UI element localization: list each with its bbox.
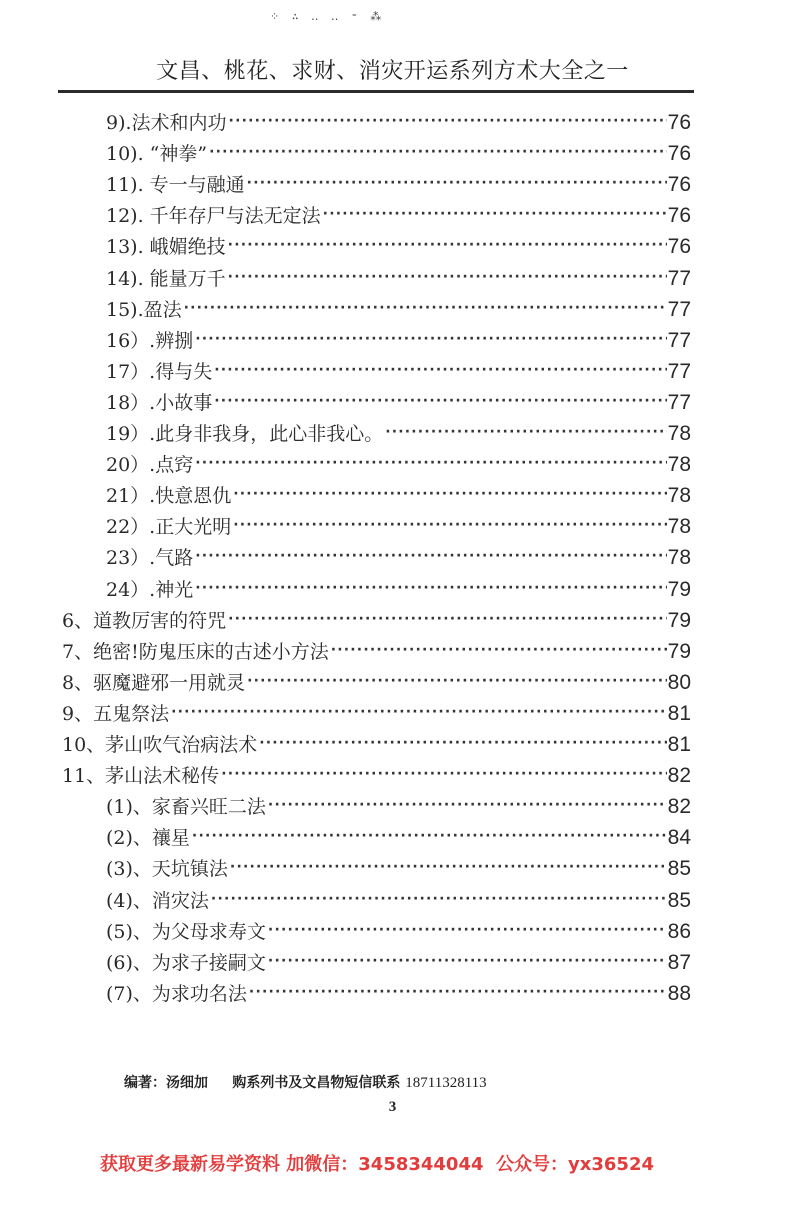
toc-entry[interactable] xyxy=(106,201,691,229)
dot-leader xyxy=(209,141,667,167)
toc-entry-page-number: 80 xyxy=(667,670,691,694)
dot-leader xyxy=(171,701,667,727)
toc-entry-page-number: 76 xyxy=(667,204,691,228)
toc-entry-page-number: 88 xyxy=(667,981,691,1005)
toc-entry[interactable] xyxy=(106,170,691,198)
toc-entry[interactable] xyxy=(106,295,691,323)
toc-entry[interactable] xyxy=(106,388,691,416)
toc-entry-title: 19）.此身非我身，此心非我心。 xyxy=(106,423,384,445)
toc-entry[interactable] xyxy=(106,450,691,478)
toc-entry-page-number: 87 xyxy=(667,950,691,974)
dot-leader xyxy=(195,452,666,478)
dot-leader xyxy=(247,172,667,198)
toc-entry-title: 15).盈法 xyxy=(106,298,182,321)
toc-entry-title: 6、道教厉害的符咒 xyxy=(62,609,227,632)
toc-entry-title: 12). 千年存尸与法无定法 xyxy=(106,205,321,228)
dot-leader xyxy=(184,297,667,323)
toc-entry-title: 9).法术和内功 xyxy=(106,112,227,134)
toc-entry-page-number: 76 xyxy=(667,142,691,166)
toc-entry[interactable] xyxy=(62,637,691,665)
dot-leader xyxy=(228,608,667,634)
footer-credit xyxy=(124,1072,487,1092)
dot-leader xyxy=(268,950,667,976)
toc-entry[interactable] xyxy=(62,699,691,727)
page-number: 3 xyxy=(388,1099,397,1115)
toc-entry[interactable] xyxy=(106,854,691,882)
toc-entry-page-number: 84 xyxy=(667,826,691,850)
toc-entry-page-number: 78 xyxy=(667,484,691,508)
toc-entry[interactable] xyxy=(106,512,691,540)
toc-entry-page-number: 77 xyxy=(667,390,691,414)
toc-entry-title: 16）.辨捌 xyxy=(106,329,194,352)
toc-entry-page-number: 77 xyxy=(667,328,691,352)
toc-entry-page-number: 77 xyxy=(667,359,691,383)
dot-leader xyxy=(268,919,667,945)
dot-leader xyxy=(259,732,666,758)
toc-entry-title: 17）.得与失 xyxy=(106,360,213,383)
promo-watermark: 获取更多最新易学资料 加微信：3458344044 公众号：yx36524 xyxy=(100,1154,655,1175)
dot-leader xyxy=(228,266,667,292)
toc-entry-page-number: 85 xyxy=(667,888,691,912)
toc-entry-title: (7)、为求功名法 xyxy=(106,982,247,1005)
toc-entry[interactable] xyxy=(62,668,691,696)
toc-entry-page-number: 79 xyxy=(667,577,691,601)
dot-leader xyxy=(233,483,666,509)
toc-entry[interactable] xyxy=(106,792,691,820)
toc-entry[interactable] xyxy=(62,606,691,634)
toc-entry-page-number: 78 xyxy=(667,453,691,477)
toc-entry-title: 11). 专一与融通 xyxy=(106,174,245,197)
toc-entry-page-number: 76 xyxy=(667,173,691,197)
toc-entry[interactable] xyxy=(106,108,691,136)
toc-entry-page-number: 77 xyxy=(667,266,691,290)
toc-entry-page-number: 82 xyxy=(667,764,691,788)
toc-entry[interactable] xyxy=(106,886,691,914)
toc-entry[interactable] xyxy=(62,730,691,758)
toc-entry-page-number: 79 xyxy=(667,639,691,663)
dot-leader xyxy=(323,203,667,229)
dot-leader xyxy=(195,328,666,354)
toc-entry-title: 22）.正大光明 xyxy=(106,516,232,539)
dot-leader xyxy=(228,234,667,260)
dot-leader xyxy=(214,390,666,416)
toc-entry-title: 10). “神拳” xyxy=(106,143,208,166)
toc-entry-page-number: 82 xyxy=(667,795,691,819)
toc-entry-title: 20）.点窍 xyxy=(106,454,194,477)
dot-leader xyxy=(233,514,666,540)
toc-entry[interactable] xyxy=(106,419,691,447)
toc-entry[interactable] xyxy=(106,264,691,292)
dot-leader xyxy=(192,825,667,851)
toc-entry-page-number: 85 xyxy=(667,857,691,881)
toc-entry[interactable] xyxy=(106,543,691,571)
toc-entry-page-number: 81 xyxy=(667,701,691,725)
toc-entry-page-number: 78 xyxy=(667,546,691,570)
header-rule-divider xyxy=(58,90,694,93)
toc-entry[interactable] xyxy=(106,232,691,260)
toc-entry-title: 10、茅山吹气治病法术 xyxy=(62,734,258,756)
toc-entry-page-number: 76 xyxy=(667,111,691,134)
dot-leader xyxy=(214,359,666,385)
toc-entry[interactable] xyxy=(106,326,691,354)
dot-leader xyxy=(247,670,667,696)
toc-entry-page-number: 77 xyxy=(667,297,691,321)
toc-entry-title: (2)、禳星 xyxy=(106,827,190,850)
toc-entry[interactable] xyxy=(106,575,691,603)
toc-entry-title: (1)、家畜兴旺二法 xyxy=(106,796,266,819)
toc-entry[interactable] xyxy=(106,917,691,945)
toc-entry[interactable] xyxy=(106,481,691,509)
running-header-title: 文昌、桃花、求财、消灾开运系列方术大全之一 xyxy=(156,59,629,84)
dot-leader xyxy=(195,577,666,603)
dot-leader xyxy=(211,888,667,914)
toc-entry-title: 23）.气路 xyxy=(106,547,194,570)
author-and-contact-text: 编著：汤细加 购系列书及文昌物短信联系 xyxy=(124,1075,406,1091)
toc-entry-title: 24）.神光 xyxy=(106,578,194,601)
toc-entry[interactable] xyxy=(62,761,691,789)
scan-artifact: ⁘ ∴ ‥ ‥ ⁼ ⁂ xyxy=(270,10,385,23)
toc-entry-page-number: 78 xyxy=(667,515,691,539)
toc-entry[interactable] xyxy=(106,823,691,851)
toc-entry-title: (5)、为父母求寿文 xyxy=(106,920,266,943)
dot-leader xyxy=(221,763,666,789)
toc-entry-title: (4)、消灾法 xyxy=(106,889,209,912)
toc-entry-title: 7、绝密!防鬼压床的古述小方法 xyxy=(62,640,329,663)
toc-entry-title: (3)、天坑镇法 xyxy=(106,858,228,881)
toc-entry-title: (6)、为求子接嗣文 xyxy=(106,951,266,974)
dot-leader xyxy=(249,981,667,1007)
dot-leader xyxy=(268,794,667,820)
toc-entry-page-number: 86 xyxy=(667,919,691,943)
dot-leader xyxy=(229,110,667,136)
toc-entry[interactable] xyxy=(106,948,691,976)
dot-leader xyxy=(331,639,667,665)
toc-entry-title: 8、驱魔避邪一用就灵 xyxy=(62,671,246,694)
toc-entry-title: 13). 峨媚绝技 xyxy=(106,236,226,259)
toc-entry-title: 14). 能量万千 xyxy=(106,267,226,290)
toc-entry-title: 21）.快意恩仇 xyxy=(106,485,232,508)
toc-entry-page-number: 78 xyxy=(667,422,691,445)
toc-entry-title: 18）.小故事 xyxy=(106,391,213,414)
dot-leader xyxy=(195,545,666,571)
toc-entry-title: 9、五鬼祭法 xyxy=(62,702,170,725)
dot-leader xyxy=(385,421,666,447)
toc-entry-page-number: 81 xyxy=(667,733,691,756)
toc-entry-title: 11、茅山法术秘传 xyxy=(62,765,220,788)
contact-phone: 18711328113 xyxy=(405,1075,487,1091)
dot-leader xyxy=(230,856,667,882)
toc-entry-page-number: 76 xyxy=(667,235,691,259)
toc-entry[interactable] xyxy=(106,357,691,385)
toc-entry[interactable] xyxy=(106,979,691,1007)
toc-entry[interactable] xyxy=(106,139,691,167)
toc-entry-page-number: 79 xyxy=(667,608,691,632)
